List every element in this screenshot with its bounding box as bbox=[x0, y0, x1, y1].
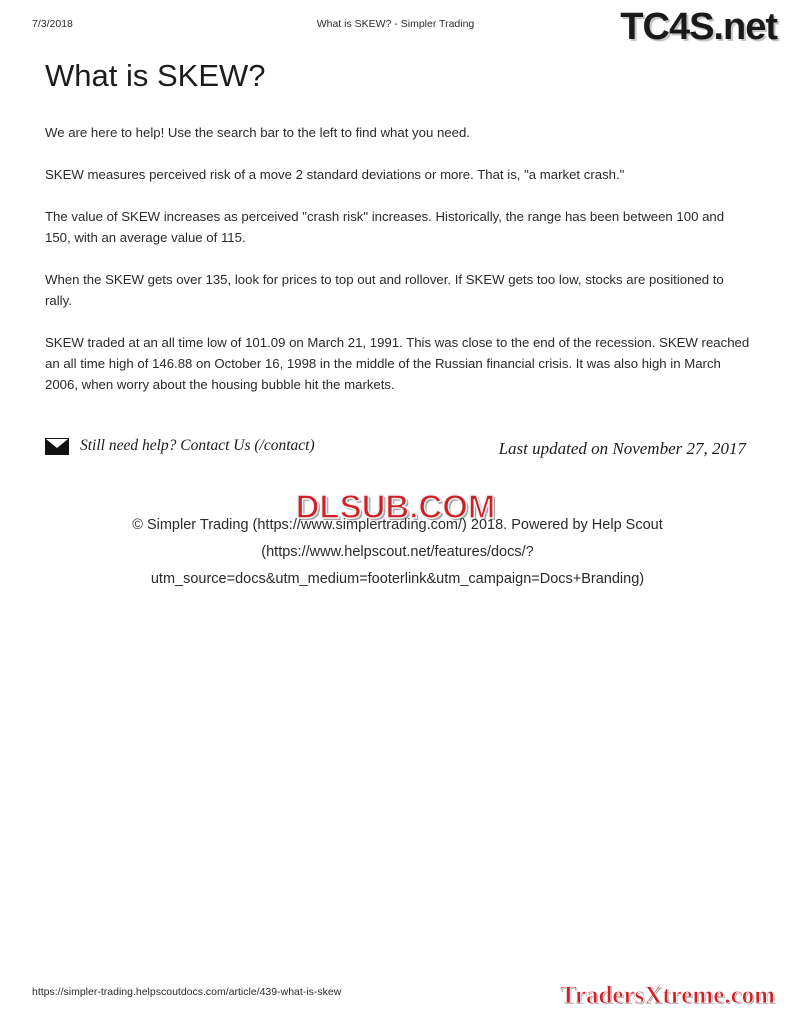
contact-us-label: Still need help? Contact Us (/contact) bbox=[80, 437, 315, 454]
page-title: What is SKEW? bbox=[45, 58, 266, 93]
site-footer-line: © Simpler Trading (https://www.simplertrading.com/) 2018. Powered by Help Scout bbox=[132, 517, 663, 533]
article-paragraph: SKEW traded at an all time low of 101.09 on March 21, 1991. This was close to the end of the recession. SKEW reached an all time high of 146.88 on October 16, 1998 in the middle of the Russian financial crisis. It was also high in March 2006, when worry about the housing bubble hit the markets. bbox=[45, 335, 750, 392]
article-paragraph: SKEW measures perceived risk of a move 2 standard deviations or more. That is, "a market crash." bbox=[45, 167, 625, 182]
site-footer-line: utm_source=docs&utm_medium=footerlink&utm_campaign=Docs+Branding) bbox=[150, 571, 645, 587]
contact-us-link[interactable] bbox=[45, 437, 315, 455]
site-footer bbox=[45, 512, 750, 593]
article-body bbox=[45, 58, 750, 416]
article-paragraph: When the SKEW gets over 135, look for prices to top out and rollover. If SKEW gets too low, stocks are positioned to rally. bbox=[45, 272, 724, 308]
article-paragraph: The value of SKEW increases as perceived "crash risk" increases. Historically, the range has been between 100 and 150, with an average value of 115. bbox=[45, 209, 725, 245]
print-date: 7/3/2018 bbox=[32, 18, 73, 30]
last-updated-text: Last updated on November 27, 2017 bbox=[498, 439, 746, 458]
article-paragraph: We are here to help! Use the search bar to the left to find what you need. bbox=[45, 125, 470, 140]
article-footer bbox=[45, 437, 750, 477]
print-document-title: What is SKEW? - Simpler Trading bbox=[316, 18, 475, 30]
site-footer-line: (https://www.helpscout.net/features/docs/? bbox=[261, 544, 534, 560]
watermark-center-text: DLSUB.COM bbox=[295, 488, 496, 525]
envelope-icon bbox=[45, 438, 69, 455]
print-footer-url: https://simpler-trading.helpscoutdocs.com/article/439-what-is-skew bbox=[32, 986, 342, 998]
watermark-bottom-right: TradersXtreme.com bbox=[560, 982, 775, 1009]
watermark-top-right: TC4S.net bbox=[620, 6, 777, 48]
